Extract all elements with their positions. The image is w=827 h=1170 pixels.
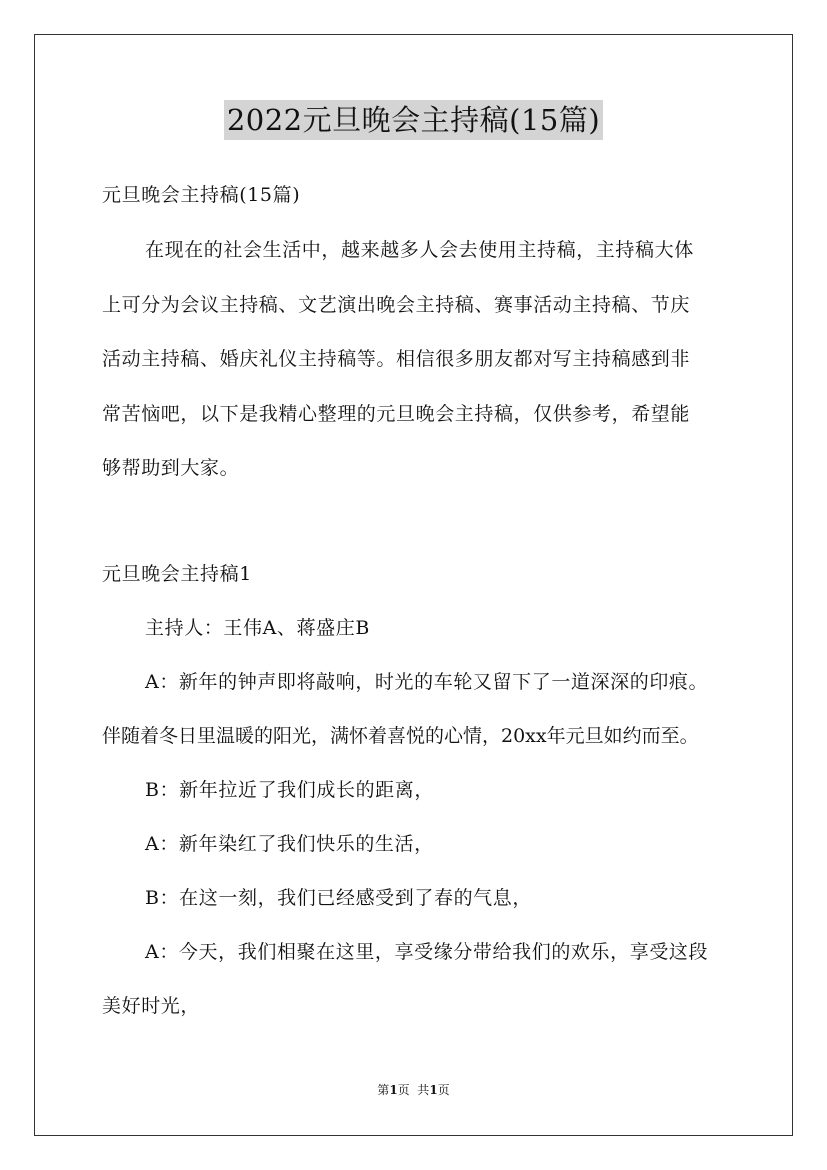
footer-suffix: 页 <box>437 1083 450 1097</box>
footer-prefix: 第 <box>377 1083 390 1097</box>
intro-line-2: 上可分为会议主持稿、文艺演出晚会主持稿、赛事活动主持稿、节庆 <box>102 294 691 316</box>
hosts-line: 主持人：王伟A、蒋盛庄B <box>145 617 370 639</box>
intro-line-5: 够帮助到大家。 <box>102 457 240 479</box>
intro-line-3: 活动主持稿、婚庆礼仪主持稿等。相信很多朋友都对写主持稿感到非 <box>102 348 691 370</box>
document-subtitle: 元旦晚会主持稿(15篇) <box>102 184 301 206</box>
intro-line-4: 常苦恼吧，以下是我精心整理的元旦晚会主持稿，仅供参考，希望能 <box>102 403 691 425</box>
intro-line-1: 在现在的社会生活中，越来越多人会去使用主持稿，主持稿大体 <box>145 239 694 261</box>
page-footer <box>0 1082 827 1098</box>
script-line-6: A：今天，我们相聚在这里，享受缘分带给我们的欢乐，享受这段 <box>145 941 709 963</box>
document-title <box>0 100 827 140</box>
footer-page-number: 1 <box>389 1083 398 1097</box>
document-title-text: 2022元旦晚会主持稿(15篇) <box>224 100 603 140</box>
script-line-5: B：在这一刻，我们已经感受到了春的气息， <box>145 887 532 909</box>
script-line-2: 伴随着冬日里温暖的阳光，满怀着喜悦的心情，20xx年元旦如约而至。 <box>102 725 699 747</box>
script-line-3: B：新年拉近了我们成长的距离， <box>145 779 434 801</box>
section-heading: 元旦晚会主持稿1 <box>102 563 252 585</box>
script-line-4: A：新年染红了我们快乐的生活， <box>145 833 434 855</box>
footer-mid: 页 共 <box>397 1083 430 1097</box>
script-line-1: A：新年的钟声即将敲响，时光的车轮又留下了一道深深的印痕。 <box>145 671 709 693</box>
footer-total-pages: 1 <box>429 1083 438 1097</box>
script-line-7: 美好时光， <box>102 995 201 1017</box>
